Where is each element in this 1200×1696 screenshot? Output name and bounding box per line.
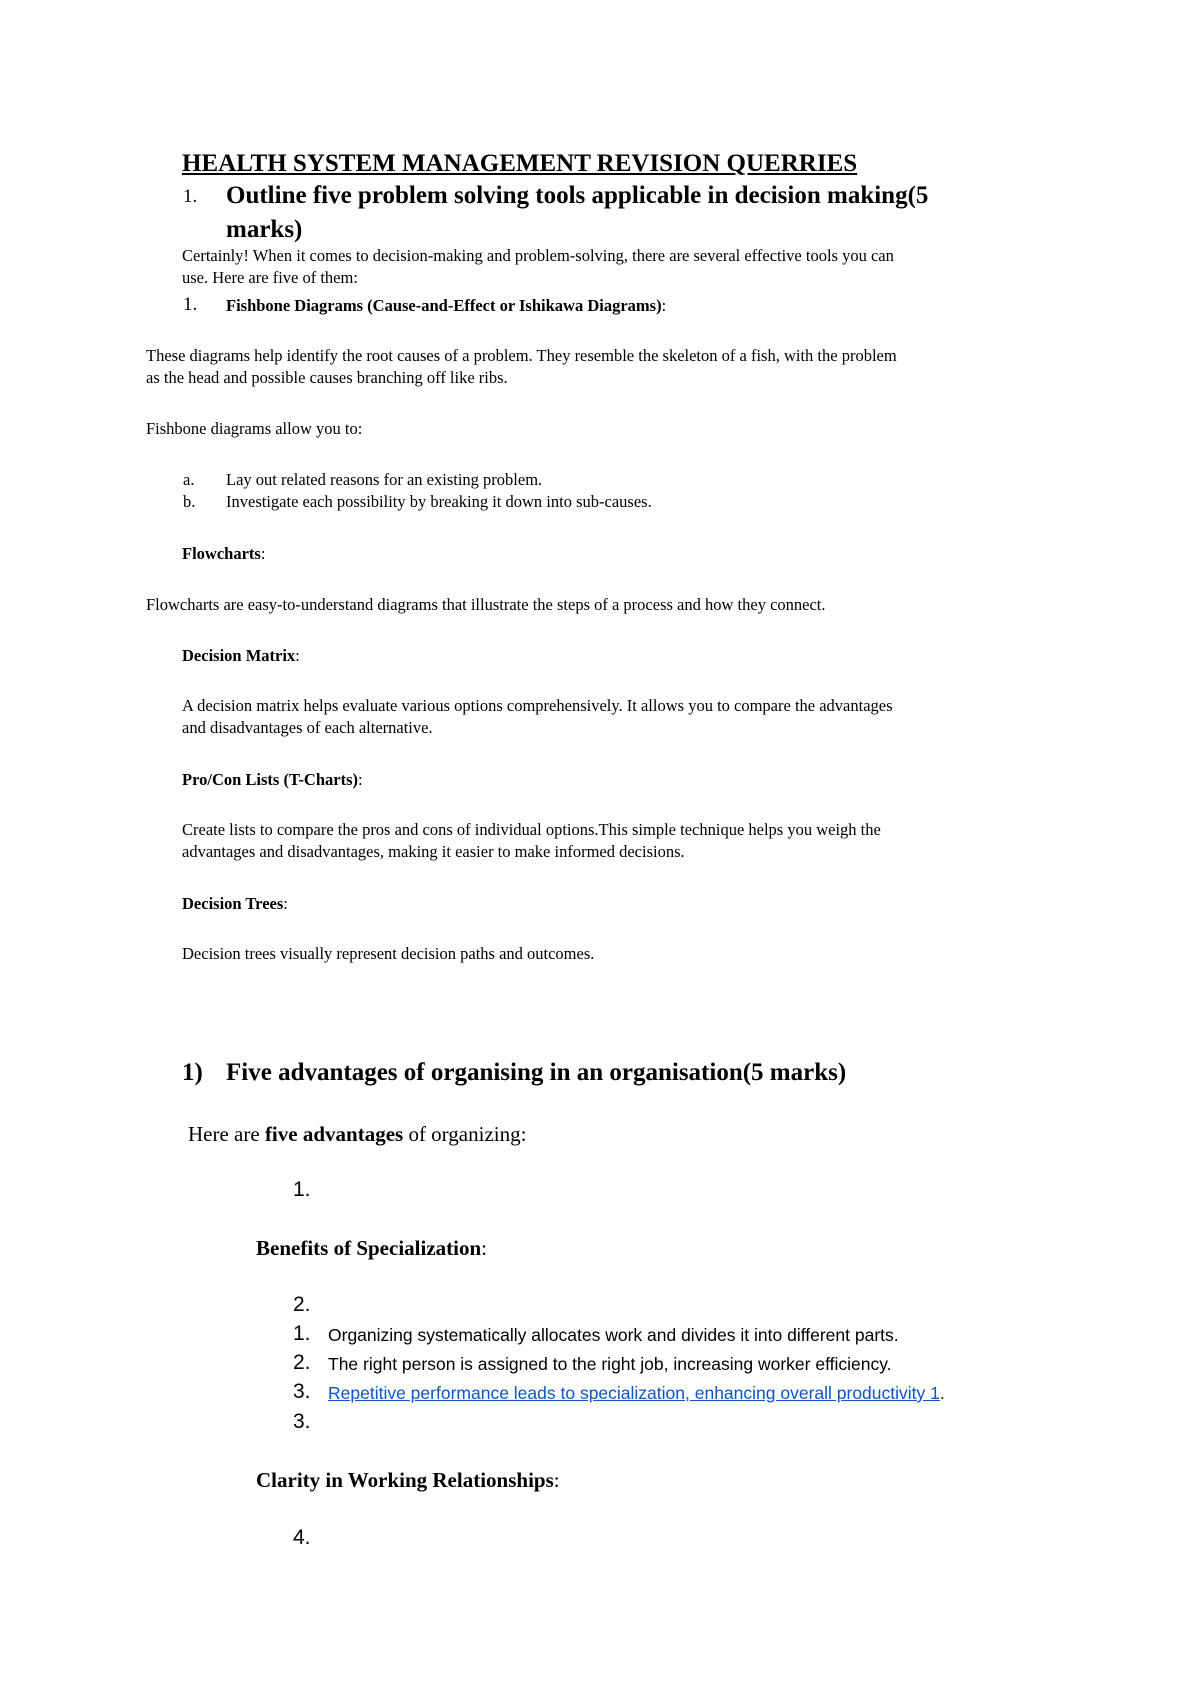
section2-heading: Five advantages of organising in an organisation(5 marks) <box>226 1059 847 1086</box>
sub2-heading: Clarity in Working Relationships <box>256 1468 554 1492</box>
list-number-4: 4. <box>293 1526 311 1549</box>
tool1-heading: Fishbone Diagrams (Cause-and-Effect or Ishikawa Diagrams) <box>226 296 662 315</box>
tool4-desc-line1: Create lists to compare the pros and cons of individual options.This simple technique helps you weigh the <box>182 820 881 839</box>
sub-item-3-end: . <box>939 1383 945 1403</box>
tool3-heading-line <box>182 646 300 666</box>
section2-intro-bold: five advantages <box>264 1122 404 1146</box>
tool1-number: 1. <box>183 294 198 315</box>
tool1-heading-line <box>226 296 666 316</box>
tool5-desc: Decision trees visually represent decision paths and outcomes. <box>182 944 595 963</box>
list-number-3: 3. <box>293 1410 311 1433</box>
tool1-desc-line2: as the head and possible causes branching off like ribs. <box>146 368 508 387</box>
sub-item-3-line <box>328 1383 945 1404</box>
sub2-heading-line <box>256 1468 560 1493</box>
tool5-colon: : <box>283 894 288 913</box>
question-number: 1. <box>183 186 198 207</box>
tool4-heading: Pro/Con Lists (T-Charts) <box>182 770 359 789</box>
tool1-item-b-text: Investigate each possibility by breaking it down into sub-causes. <box>226 492 652 511</box>
tool4-heading-line <box>182 770 363 790</box>
question-heading-line1: Outline five problem solving tools applicable in decision making(5 <box>226 182 929 209</box>
sub-item-3-marker: 3. <box>293 1380 311 1403</box>
tool3-colon: : <box>295 646 300 665</box>
tool3-desc-line1: A decision matrix helps evaluate various options comprehensively. It allows you to compare the advantages <box>182 696 893 715</box>
tool5-heading-line <box>182 894 288 914</box>
sub-item-2-text: The right person is assigned to the right job, increasing worker efficiency. <box>328 1354 892 1374</box>
tool1-item-a-text: Lay out related reasons for an existing problem. <box>226 470 543 489</box>
sub1-colon: : <box>481 1236 487 1260</box>
sub-item-1-marker: 1. <box>293 1322 311 1345</box>
question-heading-line2: marks) <box>226 216 303 243</box>
section2-intro <box>188 1122 526 1147</box>
sub-item-2-marker: 2. <box>293 1351 311 1374</box>
tool4-colon: : <box>358 770 363 789</box>
tool4-desc-line2: advantages and disadvantages, making it easier to make informed decisions. <box>182 842 685 861</box>
sub-item-1-text: Organizing systematically allocates work and divides it into different parts. <box>328 1325 899 1345</box>
section2-number: 1) <box>182 1059 203 1086</box>
tool1-item-a-marker: a. <box>183 470 195 489</box>
sub1-heading: Benefits of Specialization <box>256 1236 482 1260</box>
tool5-heading: Decision Trees <box>182 894 284 913</box>
intro-line-1: Certainly! When it comes to decision-making and problem-solving, there are several effective tools you can <box>182 246 894 265</box>
tool3-heading: Decision Matrix <box>182 646 296 665</box>
tool2-heading: Flowcharts <box>182 544 261 563</box>
list-number-1: 1. <box>293 1178 311 1201</box>
tool2-desc: Flowcharts are easy-to-understand diagrams that illustrate the steps of a process and how they connect. <box>146 595 826 614</box>
tool1-allow: Fishbone diagrams allow you to: <box>146 419 363 438</box>
tool2-colon: : <box>260 544 266 563</box>
sub-item-3-link[interactable]: Repetitive performance leads to specialization, enhancing overall productivity 1 <box>328 1383 940 1403</box>
tool1-desc-line1: These diagrams help identify the root causes of a problem. They resemble the skeleton of a fish, with the problem <box>146 346 897 365</box>
tool1-item-b-marker: b. <box>183 492 196 511</box>
tool1-colon: : <box>661 296 667 315</box>
tool2-heading-line <box>182 544 265 564</box>
list-number-2: 2. <box>293 1293 311 1316</box>
sub1-heading-line <box>256 1236 487 1261</box>
sub2-colon: : <box>553 1468 560 1492</box>
section2-intro-pre: Here are <box>188 1122 265 1146</box>
intro-line-2: use. Here are five of them: <box>182 268 358 287</box>
document-title: HEALTH SYSTEM MANAGEMENT REVISION QUERRIES <box>182 150 858 177</box>
tool3-desc-line2: and disadvantages of each alternative. <box>182 718 433 737</box>
section2-intro-post: of organizing: <box>403 1122 527 1146</box>
